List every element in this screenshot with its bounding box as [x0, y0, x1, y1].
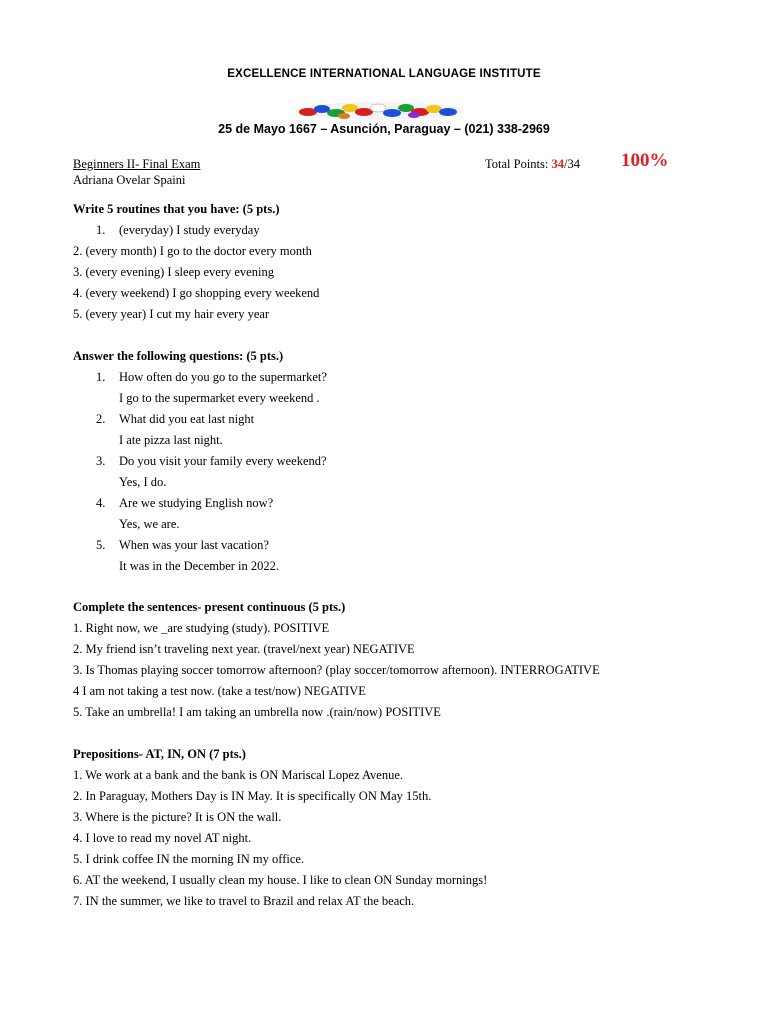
routine-1-number: 1.	[96, 223, 106, 237]
routine-item: 2. (every month) I go to the doctor every month	[73, 244, 312, 258]
institute-name: EXCELLENCE INTERNATIONAL LANGUAGE INSTITUTE	[227, 68, 541, 80]
section-routines-heading: Write 5 routines that you have: (5 pts.)	[73, 202, 280, 216]
routine-item: 3. (every evening) I sleep every evening	[73, 265, 274, 279]
answer-text: I ate pizza last night.	[119, 433, 223, 447]
question-number: 5.	[96, 538, 106, 552]
sentence-item: 1. Right now, we _are studying (study). POSITIVE	[73, 621, 330, 635]
preposition-item: 6. AT the weekend, I usually clean my house. I like to clean ON Sunday mornings!	[73, 873, 488, 887]
grade-percent: 100%	[621, 150, 669, 171]
answer-text: Yes, we are.	[119, 517, 180, 531]
question-number: 4.	[96, 496, 106, 510]
section-prepositions-heading: Prepositions- AT, IN, ON (7 pts.)	[73, 747, 246, 761]
answer-text: It was in the December in 2022.	[119, 559, 280, 573]
question-text: When was your last vacation?	[119, 538, 269, 552]
total-points-label: Total Points:	[485, 157, 552, 171]
answer-text: Yes, I do.	[119, 475, 167, 489]
sentence-item: 2. My friend isn’t traveling next year. (travel/next year) NEGATIVE	[73, 642, 415, 656]
section-questions-heading: Answer the following questions: (5 pts.)	[73, 349, 284, 363]
question-text: Do you visit your family every weekend?	[119, 454, 327, 468]
student-name: Adriana Ovelar Spaini	[73, 173, 186, 187]
sentence-item: 3. Is Thomas playing soccer tomorrow afternoon? (play soccer/tomorrow afternoon). INTERROGATIVE	[73, 663, 600, 677]
preposition-item: 4. I love to read my novel AT night.	[73, 831, 252, 845]
preposition-item: 3. Where is the picture? It is ON the wall.	[73, 810, 282, 824]
total-points-max: /34	[564, 157, 580, 171]
sentence-item: 4 I am not taking a test now. (take a test/now) NEGATIVE	[73, 684, 366, 698]
question-text: What did you eat last night	[119, 412, 255, 426]
section-present-continuous-heading: Complete the sentences- present continuous (5 pts.)	[73, 600, 346, 614]
sentence-item: 5. Take an umbrella! I am taking an umbrella now .(rain/now) POSITIVE	[73, 705, 441, 719]
preposition-item: 1. We work at a bank and the bank is ON Mariscal Lopez Avenue.	[73, 768, 404, 782]
question-number: 3.	[96, 454, 106, 468]
question-number: 2.	[96, 412, 106, 426]
institute-address: 25 de Mayo 1667 – Asunción, Paraguay – (021) 338-2969	[218, 122, 550, 136]
routine-item: 4. (every weekend) I go shopping every weekend	[73, 286, 320, 300]
preposition-item: 2. In Paraguay, Mothers Day is IN May. It is specifically ON May 15th.	[73, 789, 432, 803]
flags-logo-icon	[294, 100, 466, 122]
total-points	[485, 157, 580, 172]
answer-text: I go to the supermarket every weekend .	[119, 391, 320, 405]
total-points-score: 34	[551, 157, 564, 171]
exam-title: Beginners II- Final Exam	[73, 157, 201, 171]
routine-item: 5. (every year) I cut my hair every year	[73, 307, 270, 321]
question-number: 1.	[96, 370, 106, 384]
preposition-item: 5. I drink coffee IN the morning IN my office.	[73, 852, 305, 866]
routine-1-text: (everyday) I study everyday	[119, 223, 260, 237]
question-text: How often do you go to the supermarket?	[119, 370, 327, 384]
question-text: Are we studying English now?	[119, 496, 274, 510]
preposition-item: 7. IN the summer, we like to travel to Brazil and relax AT the beach.	[73, 894, 415, 908]
